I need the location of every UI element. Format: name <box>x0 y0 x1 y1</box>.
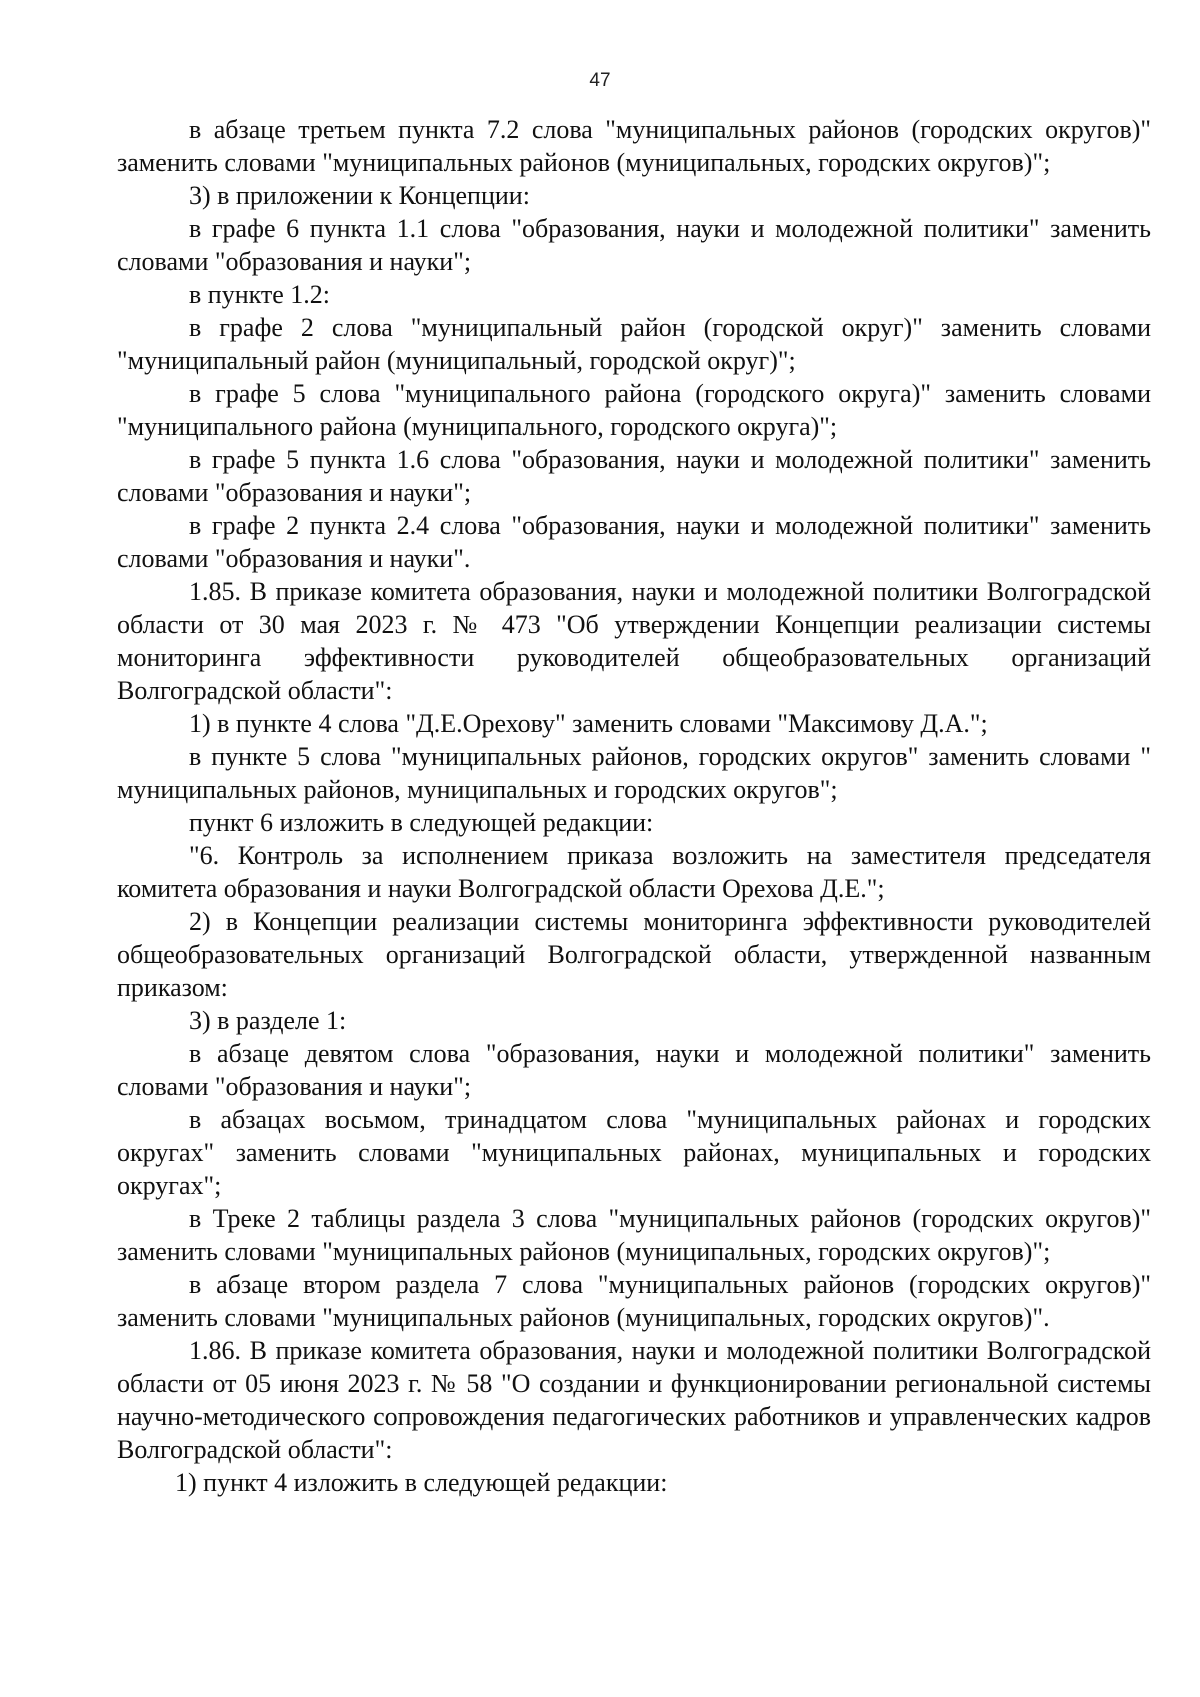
paragraph: 1) пункт 4 изложить в следующей редакции: <box>175 1468 668 1497</box>
paragraph: 1.85. В приказе комитета образования, науки и молодежной политики Волгоградской области от 30 мая 2023 г. № 473 "Об утверждении Концепции реализации системы мониторинга эффективности руководителей общеобразовательных организаций Волгоградской области": <box>117 577 1151 705</box>
paragraph: в графе 6 пункта 1.1 слова "образования, науки и молодежной политики" заменить словами "образования и науки"; <box>117 214 1151 276</box>
page-number: 47 <box>589 70 611 91</box>
paragraph: 3) в приложении к Концепции: <box>189 181 530 210</box>
paragraph: в Треке 2 таблицы раздела 3 слова "муниципальных районов (городских округов)" заменить словами "муниципальных районов (муниципальных, городских округов)"; <box>117 1204 1151 1266</box>
paragraph: 2) в Концепции реализации системы мониторинга эффективности руководителей общеобразовательных организаций Волгоградской области, утвержденной названным приказом: <box>117 907 1151 1002</box>
paragraph: 1) в пункте 4 слова "Д.Е.Орехову" заменить словами "Максимову Д.А."; <box>189 709 988 738</box>
paragraph: в абзаце третьем пункта 7.2 слова "муниципальных районов (городских округов)" заменить словами "муниципальных районов (муниципальных, городских округов)"; <box>117 115 1151 177</box>
paragraph: в пункте 5 слова "муниципальных районов, городских округов" заменить словами " муниципальных районов, муниципальных и городских округов"; <box>117 742 1151 804</box>
paragraph: "6. Контроль за исполнением приказа возложить на заместителя председателя комитета образования и науки Волгоградской области Орехова Д.Е."; <box>117 841 1151 903</box>
paragraph: в графе 2 пункта 2.4 слова "образования, науки и молодежной политики" заменить словами "образования и науки". <box>117 511 1151 573</box>
paragraph: в абзаце девятом слова "образования, науки и молодежной политики" заменить словами "образования и науки"; <box>117 1039 1151 1101</box>
paragraph: в абзацах восьмом, тринадцатом слова "муниципальных районах и городских округах" заменить словами "муниципальных районах, муниципальных и городских округах"; <box>117 1105 1151 1200</box>
paragraph: 1.86. В приказе комитета образования, науки и молодежной политики Волгоградской области от 05 июня 2023 г. № 58 "О создании и функционировании региональной системы научно-методического сопровождения педагогических работников и управленческих кадров Волгоградской области": <box>117 1336 1151 1464</box>
paragraph: в графе 5 пункта 1.6 слова "образования, науки и молодежной политики" заменить словами "образования и науки"; <box>117 445 1151 507</box>
paragraph: в абзаце втором раздела 7 слова "муниципальных районов (городских округов)" заменить словами "муниципальных районов (муниципальных, городских округов)". <box>117 1270 1151 1332</box>
paragraph: в графе 5 слова "муниципального района (городского округа)" заменить словами "муниципального района (муниципального, городского округа)"; <box>117 379 1151 441</box>
paragraph: в пункте 1.2: <box>189 280 331 309</box>
paragraph: в графе 2 слова "муниципальный район (городской округ)" заменить словами "муниципальный район (муниципальный, городской округ)"; <box>117 313 1151 375</box>
document-body <box>117 113 1151 1499</box>
paragraph: пункт 6 изложить в следующей редакции: <box>189 808 654 837</box>
paragraph: 3) в разделе 1: <box>189 1006 347 1035</box>
